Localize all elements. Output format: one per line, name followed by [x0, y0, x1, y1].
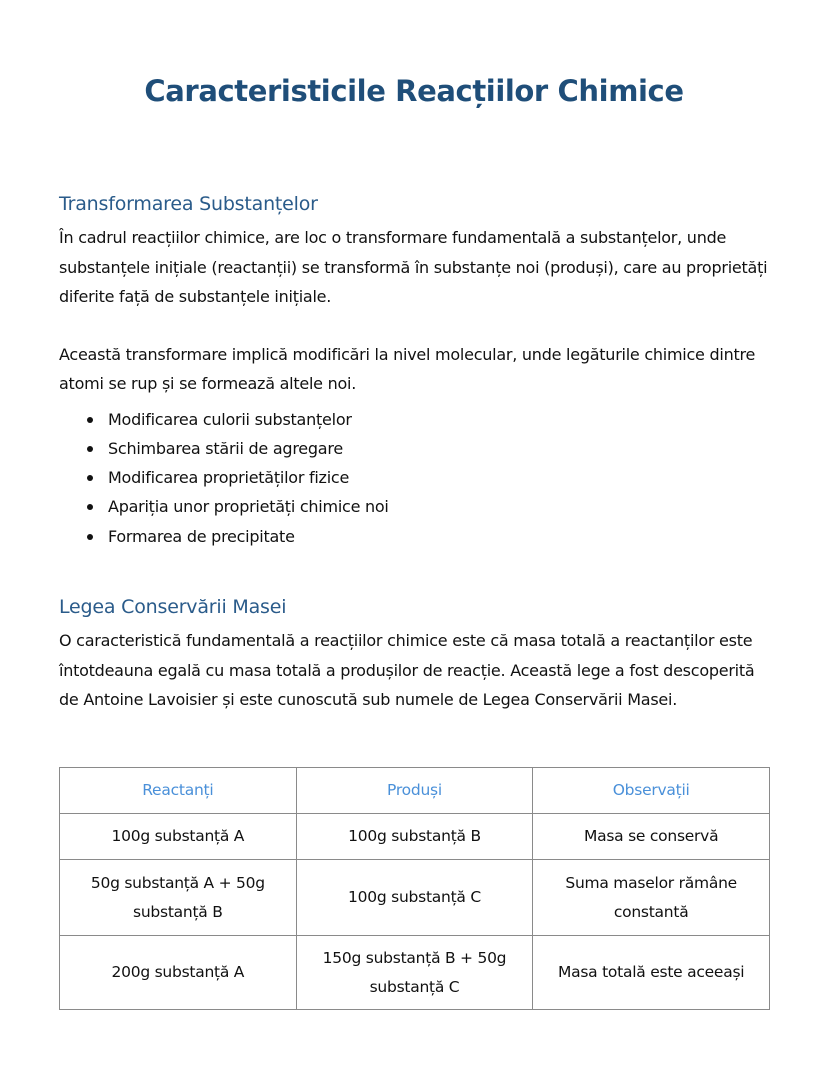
section-heading-legea: Legea Conservării Masei	[59, 596, 287, 618]
table-cell: Suma maselor rămâne constantă	[533, 860, 770, 936]
mass-conservation-table	[59, 767, 770, 1010]
bullet-icon	[87, 534, 93, 540]
table-cell: 150g substanță B + 50g substanță C	[296, 936, 533, 1010]
section-transformarea	[59, 193, 775, 551]
table-header-row	[60, 768, 770, 814]
table-cell: 100g substanță B	[296, 814, 533, 860]
list-item: Modificarea proprietăților fizice	[59, 463, 775, 492]
bullet-icon	[87, 417, 93, 423]
page-title: Caracteristicile Reacțiilor Chimice	[144, 74, 684, 108]
bullet-icon	[87, 504, 93, 510]
table-row	[60, 860, 770, 936]
table-row	[60, 936, 770, 1010]
paragraph-transformarea-2: Această transformare implică modificări la nivel molecular, unde legăturile chimice dintre atomi se rup și se formează altele noi.	[59, 344, 756, 393]
table-cell: 100g substanță A	[60, 814, 297, 860]
paragraph-legea: O caracteristică fundamentală a reacțiilor chimice este că masa totală a reactanților este întotdeauna egală cu masa totală a produșilor de reacție. Această lege a fost descoperită de Antoine Lavoisier și este cunoscută sub numele de Legea Conservării Masei.	[59, 631, 755, 709]
bullet-list	[59, 405, 775, 551]
table-cell: Masa totală este aceeași	[533, 936, 770, 1010]
list-item: Apariția unor proprietăți chimice noi	[59, 492, 775, 521]
table-cell: Masa se conservă	[533, 814, 770, 860]
list-item: Schimbarea stării de agregare	[59, 434, 775, 463]
column-header-reactanti: Reactanți	[60, 768, 297, 814]
table-row	[60, 814, 770, 860]
section-heading-transformarea: Transformarea Substanțelor	[59, 193, 318, 215]
list-item: Formarea de precipitate	[59, 522, 775, 551]
column-header-observatii: Observații	[533, 768, 770, 814]
paragraph-transformarea-1: În cadrul reacțiilor chimice, are loc o transformare fundamentală a substanțelor, unde substanțele inițiale (reactanții) se transformă în substanțe noi (produși), care au proprietăți diferite față de substanțele inițiale.	[59, 228, 768, 306]
table-cell: 100g substanță C	[296, 860, 533, 936]
table-cell: 50g substanță A + 50g substanță B	[60, 860, 297, 936]
bullet-icon	[87, 475, 93, 481]
column-header-produsi: Produși	[296, 768, 533, 814]
bullet-icon	[87, 446, 93, 452]
list-item: Modificarea culorii substanțelor	[59, 405, 775, 434]
section-legea-conservarii	[59, 596, 775, 715]
table-cell: 200g substanță A	[60, 936, 297, 1010]
